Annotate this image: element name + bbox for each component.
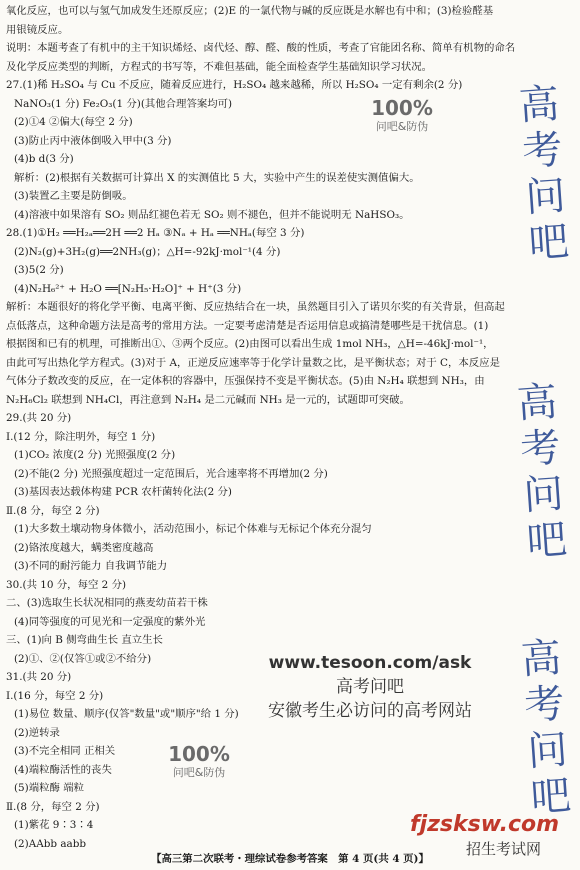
stamp-percent: 100% [168,742,230,766]
document-line: (2)AAbb aabb [14,837,87,850]
document-line: Ⅱ.(8 分，每空 2 分) [6,800,100,813]
watermark-char: 高 [515,378,559,428]
document-line: 根据图和已有的机理，可推断出①、③两个反应。(2)由图可以看出生成 1mol NH₃，△H=-46kJ·mol⁻¹， [6,338,494,350]
document-line: 解析：(2)根据有关数据可计算出 X 的实测值比 5 大，实验中产生的误差使实测值偏大。 [14,171,420,184]
watermark-char: 考 [518,424,562,474]
anti-fake-stamp [162,742,236,780]
document-line: (4)N₂H₆²⁺ + H₂O ══[N₂H₅·H₂O]⁺ + H⁺(3 分) [14,282,242,295]
document-line: (3)防止丙中液体倒吸入甲中(3 分) [14,134,172,147]
site-name: 高考问吧 [336,677,404,697]
document-line: (4)同等强度的可见光和一定强度的紫外光 [14,615,206,628]
document-line: 点低落点，这种命题方法是高考的常用方法。一定要考虑清楚是否运用信息或搞清楚哪些是干扰信息。(1) [6,319,489,332]
document-line: (1)易位 数量、顺序(仅答"数量"或"顺序"给 1 分) [14,708,239,720]
stamp-percent: 100% [371,96,433,120]
document-line: (3)装置乙主要是防倒吸。 [14,190,133,202]
document-line: 由此可写出热化学方程式。(3)对于 A，正逆反应速率等于化学计量数之比，是平衡状态；对于 C，本反应是 [6,356,500,369]
document-line: 用银镜反应。 [6,23,69,36]
site-logo-subtitle: 招生考试网 [466,840,542,858]
document-line: NaNO₃(1 分) Fe₂O₃(1 分)(其他合理答案均可) [14,97,233,110]
document-line: Ⅱ.(8 分，每空 2 分) [6,504,100,517]
site-watermark [200,651,540,723]
document-line: 二、(3)选取生长状况相同的燕麦幼苗若干株 [6,597,208,609]
document-line: (2)不能(2 分) 光照强度超过一定范围后，光合速率将不再增加(2 分) [14,467,328,480]
document-line: (2)①4 ②偏大(每空 2 分) [14,116,133,128]
stamp-label: 问吧&防伪 [375,120,429,133]
document-line: (5)端粒酶 端粒 [14,782,84,794]
watermark-char: 吧 [525,516,569,566]
document-line: (2)N₂(g)+3H₂(g)══2NH₃(g)；△H=-92kJ·mol⁻¹(4 分) [14,245,281,258]
watermark-char: 问 [524,172,568,222]
watermark-char: 考 [520,126,564,176]
document-line: 说明：本题考查了有机中的主干知识烯烃、卤代烃、醇、醛、酸的性质，考查了官能团名称、简单有机物的命名 [6,42,516,54]
stamp-label: 问吧&防伪 [172,766,226,779]
document-line: (3)不完全相同 正相关 [14,745,116,757]
site-slogan: 安徽考生必访问的高考网站 [268,701,472,721]
document-line: Ⅰ.(12 分，除注明外，每空 1 分) [6,430,156,443]
document-line: (3)5(2 分) [14,264,64,276]
document-line: 三、(1)向 B 侧弯曲生长 直立生长 [6,634,163,646]
watermark-char: 高 [519,634,563,684]
document-line: (2)①、②(仅答①或②不给分) [14,652,152,665]
document-line: 气体分子数改变的反应，在一定体积的容器中，压强保持不变是平衡状态。(5)由 N₂H₄ 联想到 NH₃，由 [6,375,485,387]
watermark-char: 高 [517,80,561,130]
document-line: (1)紫花 9∶3∶4 [14,819,94,831]
watermark-char: 吧 [527,218,571,268]
document-line: N₂H₆Cl₂ 联想到 NH₄Cl，再注意到 N₂H₄ 是二元碱而 NH₃ 是一元的，试题即可突破。 [6,393,410,406]
watermark-char: 问 [522,470,566,520]
anti-fake-stamp [365,96,439,134]
document-line: (3)不同的耐污能力 自我调节能力 [14,560,168,572]
document-line: 氧化反应，也可以与氢气加成发生还原反应；(2)E 的一氯代物与碱的反应既是水解也有中和；(3)检验醛基 [6,5,494,17]
document-line: 解析：本题很好的将化学平衡、电离平衡、反应热结合在一块，虽然题目引入了诺贝尔奖的有关背景，但高起 [6,301,505,313]
document-line: (4)端粒酶活性的丧失 [14,763,112,776]
site-logo: fjzsksw.com [410,812,560,837]
document-line: (4)溶液中如果溶有 SO₂ 则品红褪色若无 SO₂ 则不褪色，但并不能说明无 NaHSO₃。 [14,208,410,221]
document-line: (2)铬浓度越大，螨类密度越高 [14,541,154,554]
document-line: (1)大多数土壤动物身体微小，活动范围小，标记个体难与无标记个体充分混匀 [14,523,372,535]
document-line: 29.(共 20 分) [6,412,72,424]
document-line: 31.(共 20 分) [6,671,72,683]
document-line: 及化学反应类型的判断，方程式的书写等，不难但基础，能全面检查学生基础知识学习状况。 [6,60,433,73]
answer-document [6,2,574,853]
document-line: (3)基因表达载体构建 PCR 农杆菌转化法(2 分) [14,486,232,498]
watermark-char: 问 [526,726,570,776]
document-line: 28.(1)①H₂ ══H₂ₐ══2H ══2 Hₐ ③Nₐ + Hₐ ══NHₐ(每空 3 分) [6,227,305,239]
document-line: 30.(共 10 分，每空 2 分) [6,578,127,591]
page-footer: 【高三第二次联考・理综试卷参考答案 第 4 页(共 4 页)】 [151,853,429,865]
document-line: (2)逆转录 [14,726,60,739]
document-line: Ⅰ.(16 分，每空 2 分) [6,689,104,702]
site-url: www.tesoon.com/ask [268,653,472,673]
document-line: (4)b d(3 分) [14,153,74,165]
document-line: (1)CO₂ 浓度(2 分) 光照强度(2 分) [14,449,176,461]
watermark-char: 考 [522,680,566,730]
document-line: 27.(1)稀 H₂SO₄ 与 Cu 不反应，随着反应进行，H₂SO₄ 越来越稀，所以 H₂SO₄ 一定有剩余(2 分) [6,79,463,91]
watermark-char: 吧 [529,772,573,822]
